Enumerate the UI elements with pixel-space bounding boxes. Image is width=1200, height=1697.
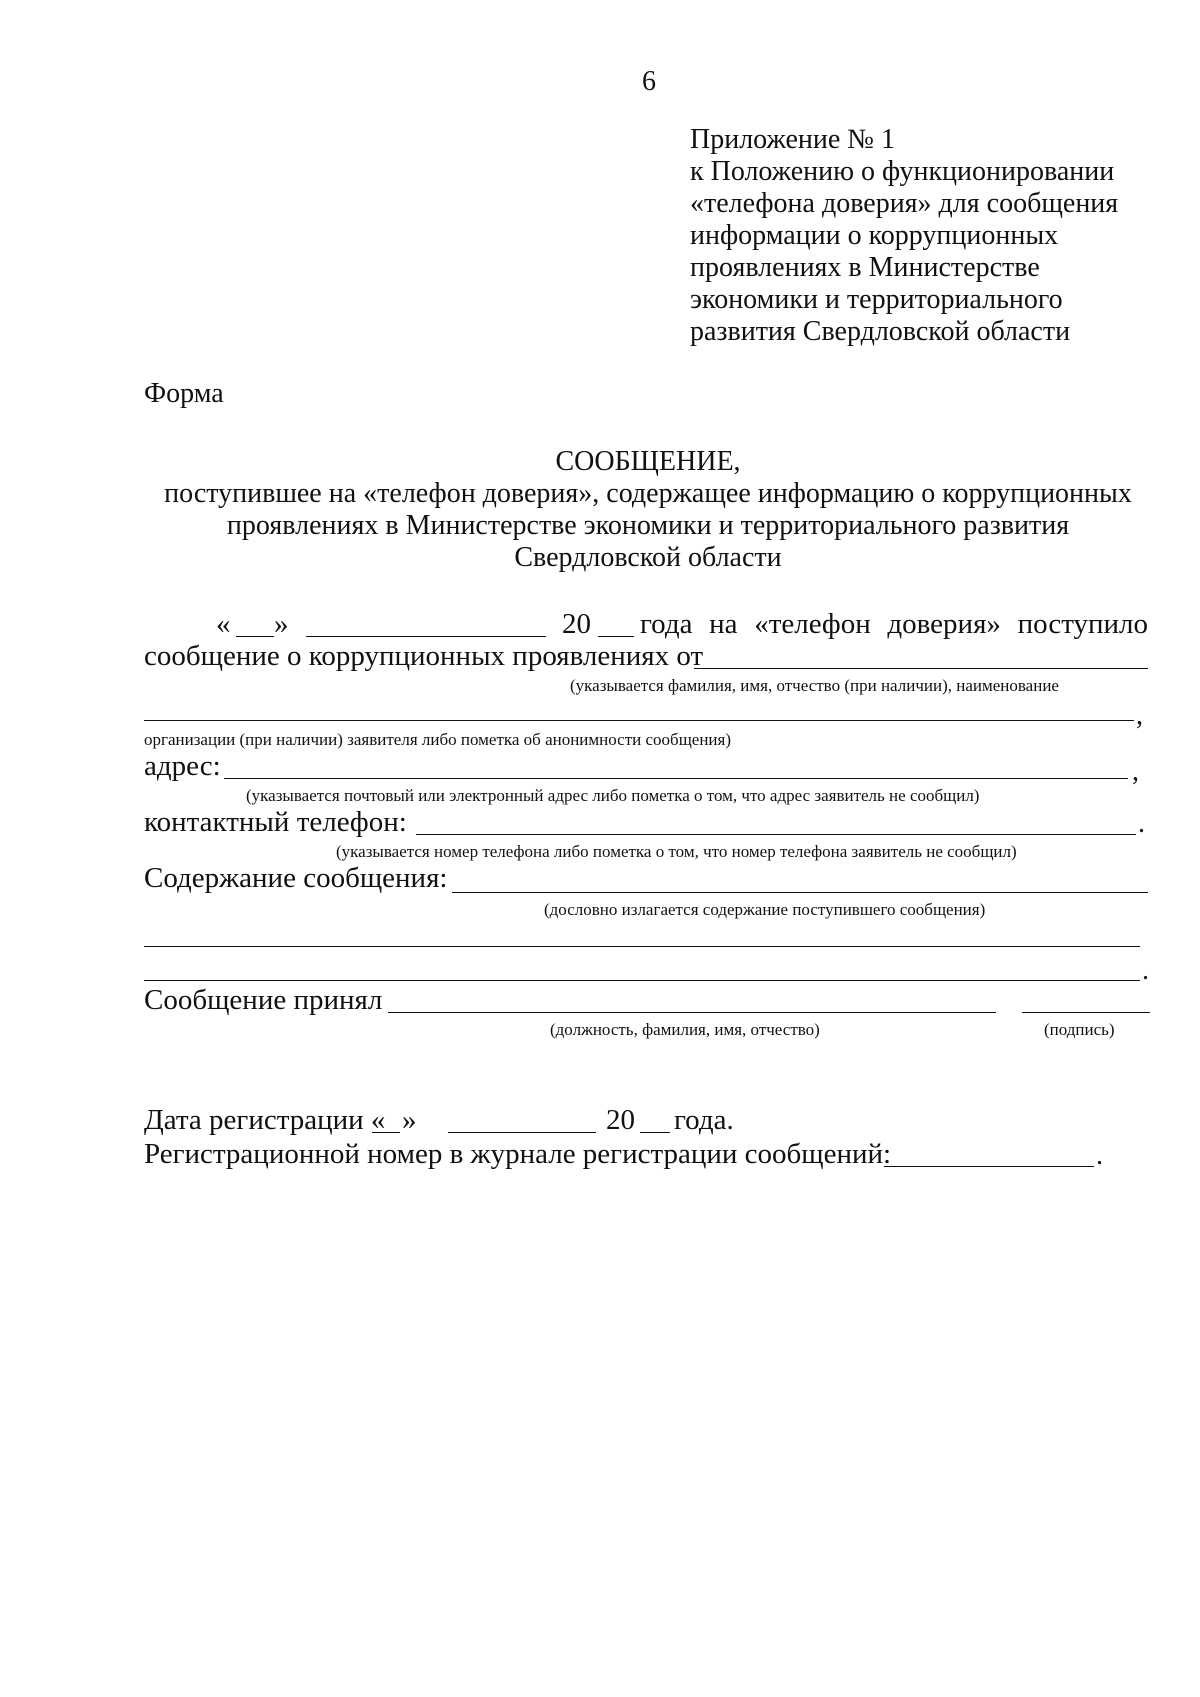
registration-date-close-quote: » [402, 1104, 417, 1136]
registration-number-label: Регистрационной номер в журнале регистрации сообщений: [144, 1138, 892, 1170]
accepted-by-field[interactable] [388, 1012, 996, 1013]
page-number: 6 [642, 66, 656, 97]
row1-words [640, 608, 1148, 641]
content-period: . [1142, 955, 1149, 986]
row1-word: «телефон [754, 608, 871, 640]
registration-number-field[interactable] [884, 1166, 1094, 1167]
registration-year-field[interactable] [640, 1132, 670, 1133]
appendix-line: проявлениях в Министерстве [690, 252, 1040, 283]
date-month-field[interactable] [306, 636, 546, 637]
content-field-line-3[interactable] [144, 980, 1140, 981]
address-comma: , [1132, 756, 1139, 787]
hint-accepted: (должность, фамилия, имя, отчество) [550, 1020, 820, 1039]
document-subtitle-line: поступившее на «телефон доверия», содержащее информацию о коррупционных [164, 478, 1132, 509]
appendix-line: «телефона доверия» для сообщения [690, 188, 1119, 219]
address-label: адрес: [144, 750, 221, 782]
phone-field[interactable] [416, 834, 1136, 835]
hint-address: (указывается почтовый или электронный адрес либо пометка о том, что адрес заявитель не сообщил) [246, 786, 980, 805]
registration-year-suffix: года. [674, 1104, 734, 1136]
row1-word: года [640, 608, 693, 640]
appendix-line: к Положению о функционировании [690, 156, 1115, 187]
appendix-header [690, 124, 1118, 348]
appendix-line: информации о коррупционных [690, 220, 1059, 251]
document-subtitle-line: Свердловской области [514, 542, 782, 573]
applicant-field[interactable] [694, 668, 1148, 669]
content-field[interactable] [452, 892, 1148, 893]
hint-content: (дословно излагается содержание поступившего сообщения) [544, 900, 986, 919]
phone-period: . [1138, 808, 1145, 839]
document-subtitle-line: проявлениях в Министерстве экономики и территориального развития [226, 510, 1070, 541]
hint-applicant-2: организации (при наличии) заявителя либо пометка об анонимности сообщения) [144, 730, 732, 749]
row1-word: доверия» [887, 608, 1001, 640]
row1-word: поступило [1017, 608, 1148, 640]
appendix-line: развития Свердловской области [690, 316, 1071, 347]
registration-period: . [1096, 1140, 1103, 1171]
content-field-line-2[interactable] [144, 946, 1140, 947]
hint-phone: (указывается номер телефона либо пометка о том, что номер телефона заявитель не сообщил) [336, 842, 1017, 861]
registration-day-field[interactable] [372, 1132, 400, 1133]
date-day-open-quote: « [216, 608, 231, 640]
date-year-prefix: 20 [562, 608, 591, 640]
registration-year-prefix: 20 [606, 1104, 635, 1136]
applicant-comma: , [1136, 700, 1143, 731]
phone-label: контактный телефон: [144, 806, 407, 838]
hint-signature: (подпись) [1044, 1020, 1115, 1039]
appendix-line: Приложение № 1 [690, 124, 895, 155]
report-from-text: сообщение о коррупционных проявлениях от [144, 640, 704, 672]
signature-field[interactable] [1022, 1012, 1150, 1013]
address-field[interactable] [224, 778, 1128, 779]
content-label: Содержание сообщения: [144, 862, 448, 894]
date-year-field[interactable] [598, 636, 634, 637]
hint-applicant-1: (указывается фамилия, имя, отчество (при наличии), наименование [570, 676, 1059, 695]
registration-date-label: Дата регистрации « [144, 1104, 386, 1136]
accepted-label: Сообщение принял [144, 984, 383, 1016]
row1-word: на [709, 608, 738, 640]
appendix-line: экономики и территориального [690, 284, 1063, 315]
form-label: Форма [144, 378, 224, 409]
document-title: СООБЩЕНИЕ, [555, 446, 741, 477]
date-day-close-quote: » [274, 608, 289, 640]
applicant-field-continued[interactable] [144, 720, 1134, 721]
registration-month-field[interactable] [448, 1132, 596, 1133]
date-day-field[interactable] [236, 636, 274, 637]
